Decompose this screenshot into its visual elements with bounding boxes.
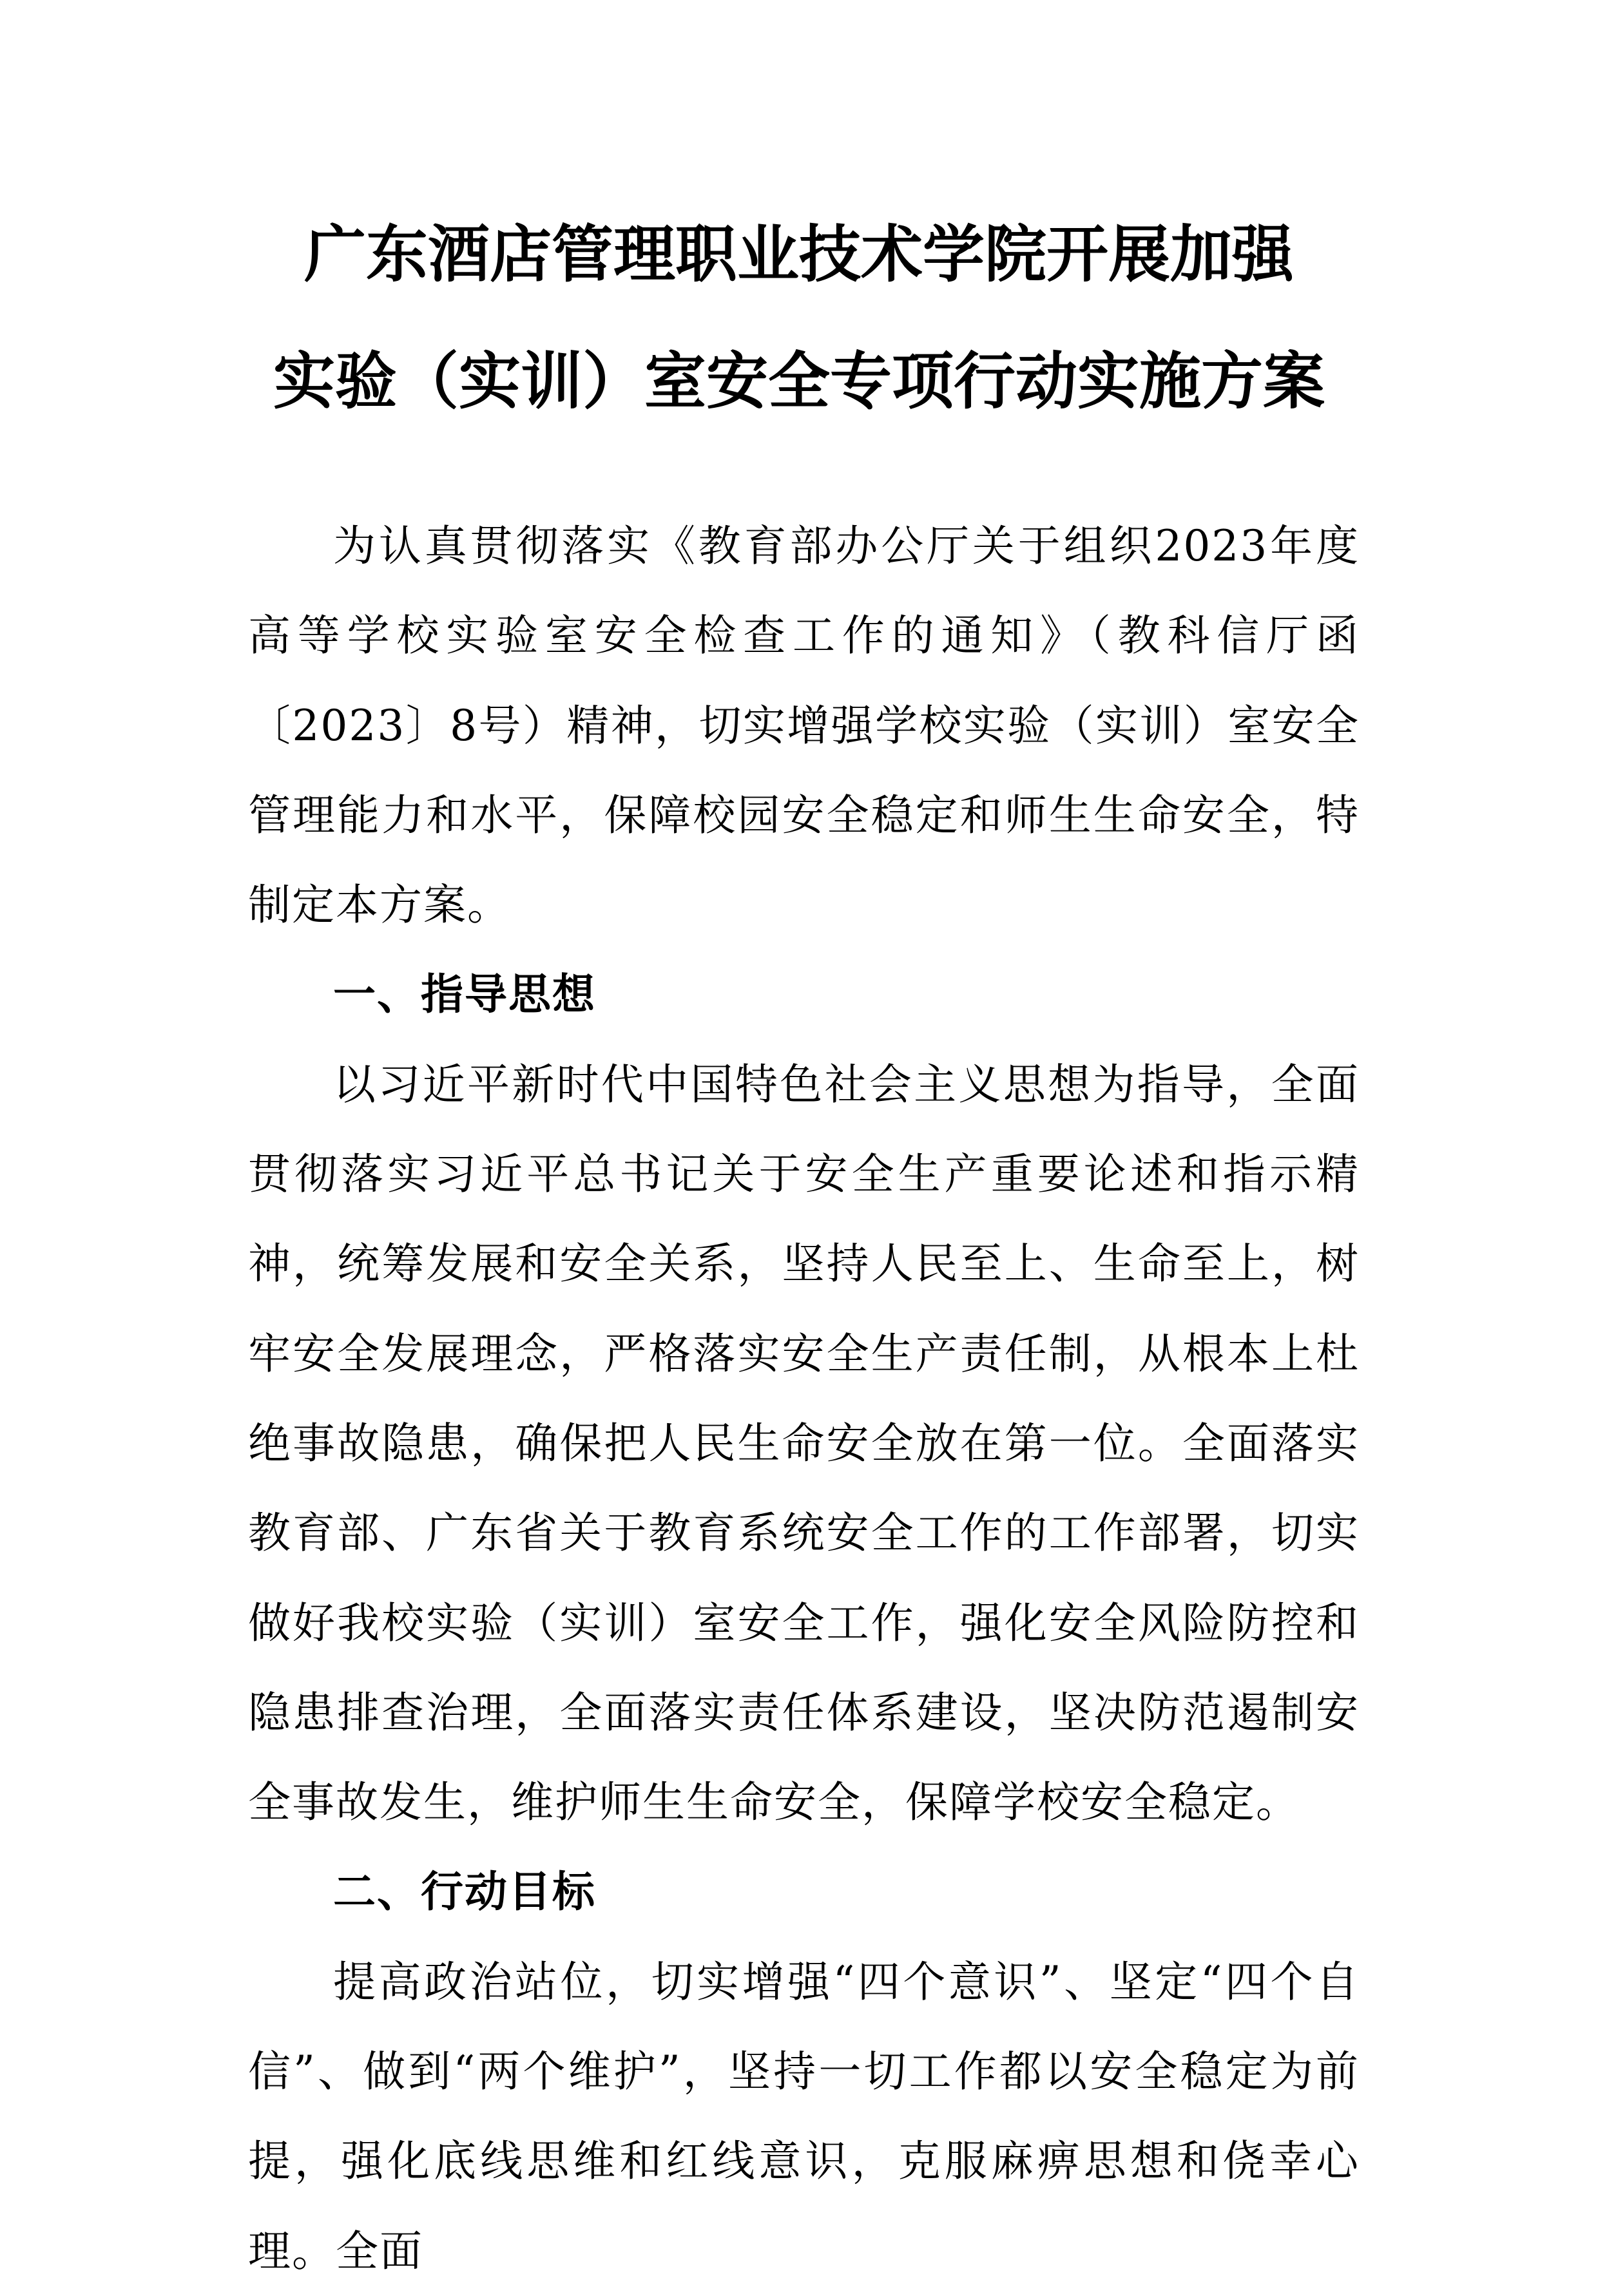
- document-title-line-1: 广东酒店管理职业技术学院开展加强: [304, 218, 1294, 291]
- intro-paragraph: 为认真贯彻落实《教育部办公厅关于组织2023年度高等学校实验室安全检查工作的通知》（教科信厅函〔2023〕8号）精神，切实增强学校实验（实训）室安全管理能力和水平，保障校园安全稳定和师生生命安全，特制定本方案。: [248, 521, 1360, 930]
- document-body: [248, 501, 1360, 2296]
- section-paragraph-guiding-ideology: 以习近平新时代中国特色社会主义思想为指导，全面贯彻落实习近平总书记关于安全生产重要论述和指示精神，统筹发展和安全关系，坚持人民至上、生命至上，树牢安全发展理念，严格落实安全生产责任制，从根本上杜绝事故隐患，确保把人民生命安全放在第一位。全面落实教育部、广东省关于教育系统安全工作的工作部署，切实做好我校实验（实训）室安全工作，强化安全风险防控和隐患排查治理，全面落实责任体系建设，坚决防范遏制安全事故发生，维护师生生命安全，保障学校安全稳定。: [248, 1059, 1360, 1828]
- section-heading-guiding-ideology: 一、指导思想: [333, 970, 596, 1020]
- section-heading-action-goals: 二、行动目标: [333, 1867, 596, 1917]
- document-title-line-2: 实验（实训）室安全专项行动实施方案: [273, 345, 1325, 417]
- section-paragraph-action-goals: 提高政治站位，切实增强“四个意识”、坚定“四个自信”、做到“两个维护”，坚持一切工作都以安全稳定为前提，强化底线思维和红线意识，克服麻痹思想和侥幸心理。全面: [248, 1956, 1360, 2276]
